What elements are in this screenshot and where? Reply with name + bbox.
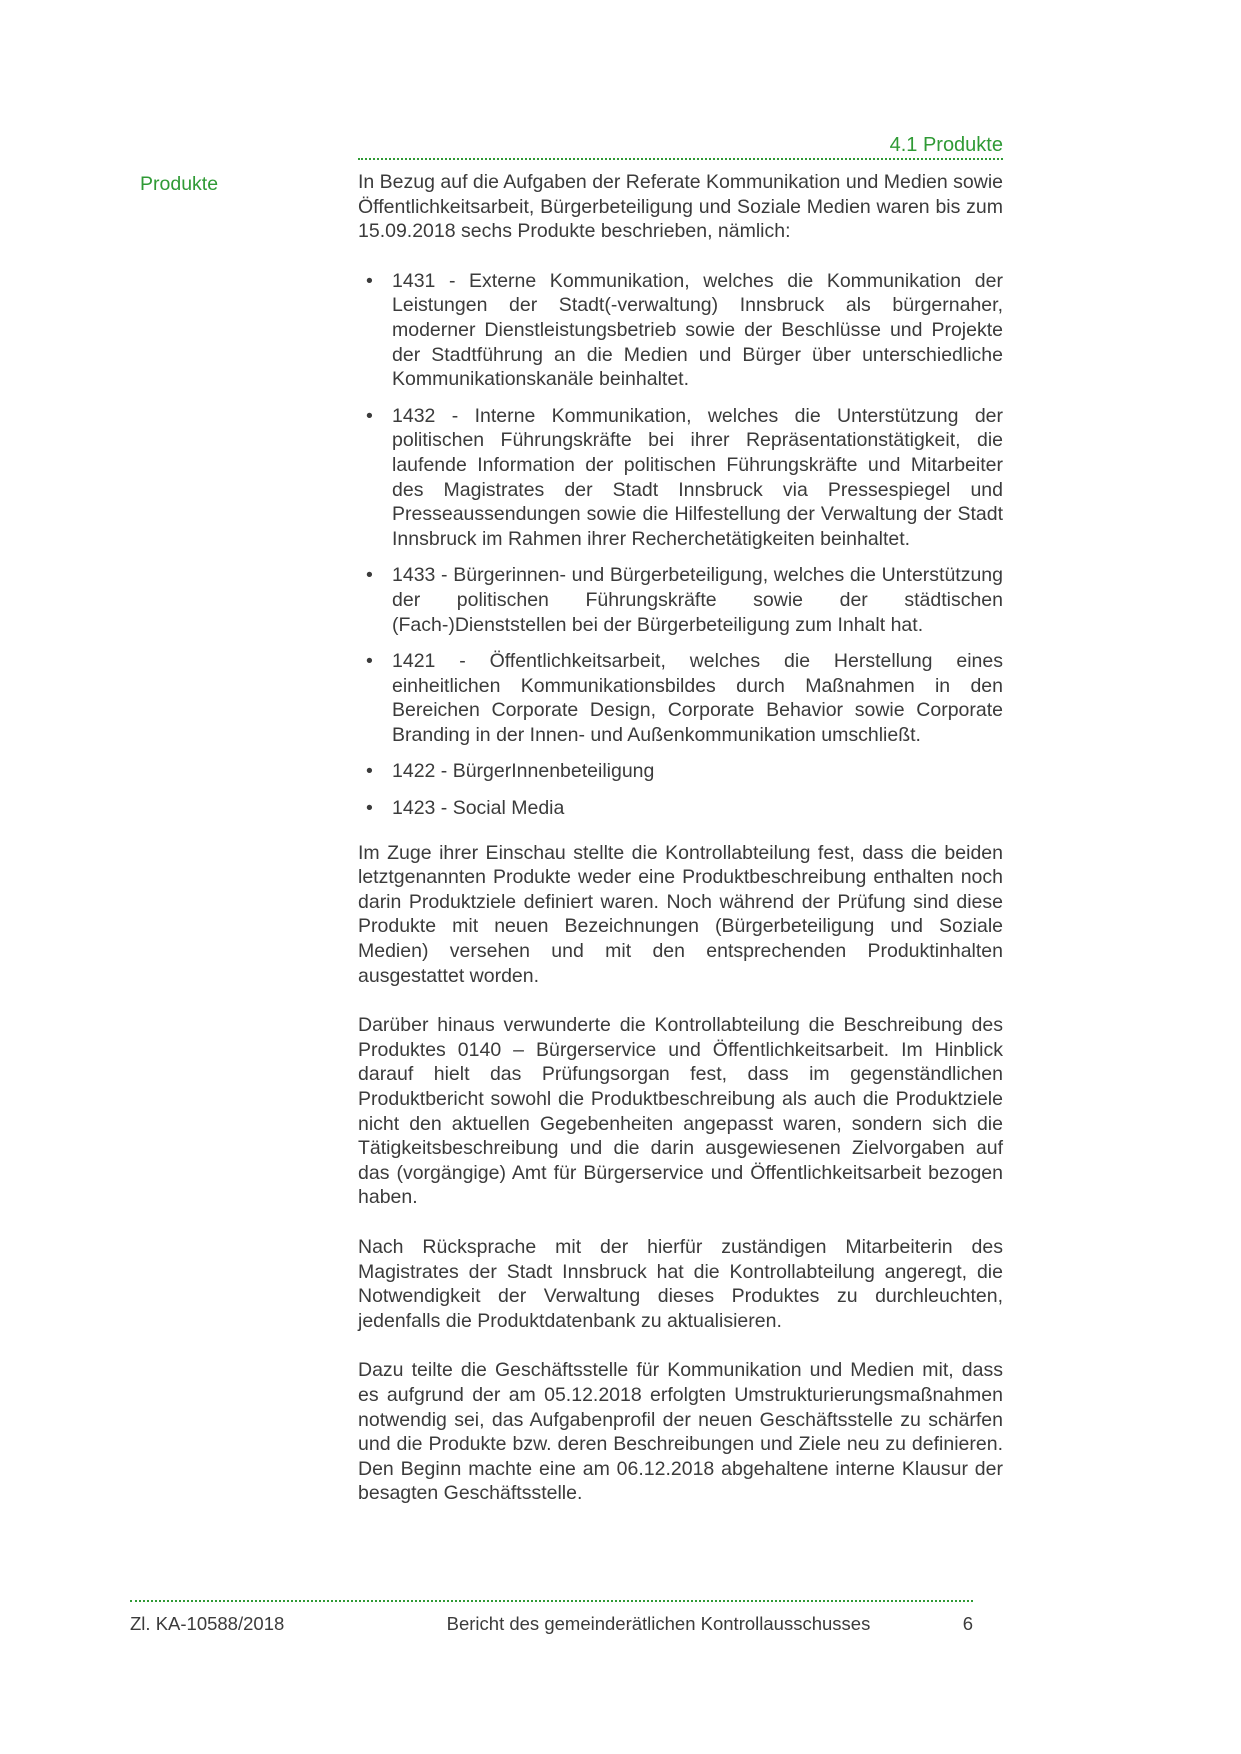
list-item-text: 1421 - Öffentlichkeitsarbeit, welches die Herstellung eines einheitlichen Kommunikationsbildes durch Maßnahmen in den Bereichen Corporate Design, Corporate Behavior sowie Corporate Branding in der Innen- und Außenkommunikation umschließt.: [392, 650, 1003, 746]
list-item: [358, 563, 1003, 637]
page-footer: [130, 1612, 973, 1636]
footer-page-number: 6: [962, 1613, 973, 1634]
bullet-icon: •: [366, 797, 373, 820]
footer-reference-number: Zl. KA-10588/2018: [130, 1613, 285, 1634]
list-item-text: 1432 - Interne Kommunikation, welches die Unterstützung der politischen Führungskräfte bei ihrer Repräsentationstätigkeit, die laufende Information der politischen Führungskräfte und Mitarbeiter des Magistrates der Stadt Innsbruck via Pressespiegel und Presseaussendungen sowie die Hilfestellung der Verwaltung der Stadt Innsbruck im Rahmen ihrer Recherchetätigkeiten beinhaltet.: [392, 404, 1003, 550]
body-paragraph: Darüber hinaus verwunderte die Kontrollabteilung die Beschreibung des Produktes 0140 – Bürgerservice und Öffentlichkeitsarbeit. Im Hinblick darauf hielt das Prüfungsorgan fest, dass im gegenständlichen Produktbericht sowohl die Produktbeschreibung als auch die Produktziele nicht den aktuellen Gegebenheiten angepasst waren, sondern sich die Tätigkeitsbeschreibung und die darin ausgewiesenen Zielvorgaben auf das (vorgängige) Amt für Bürgerservice und Öffentlichkeitsarbeit bezogen haben.: [358, 1014, 1003, 1209]
bullet-icon: •: [366, 404, 373, 427]
header-dotted-rule: [358, 158, 1003, 160]
list-item: [358, 269, 1003, 392]
body-paragraph: Dazu teilte die Geschäftsstelle für Kommunikation und Medien mit, dass es aufgrund der am 05.12.2018 erfolgten Umstrukturierungsmaßnahmen notwendig sei, das Aufgabenprofil der neuen Geschäftsstelle zu schärfen und die Produkte bzw. deren Beschreibungen und Ziele neu zu definieren. Den Beginn machte eine am 06.12.2018 abgehaltene interne Klausur der besagten Geschäftsstelle.: [358, 1359, 1003, 1505]
bullet-icon: •: [366, 650, 373, 673]
footer-report-title: Bericht des gemeinderätlichen Kontrollausschusses: [446, 1613, 871, 1634]
list-item: [358, 404, 1003, 552]
section-heading: 4.1 Produkte: [889, 134, 1003, 156]
list-item-text: 1431 - Externe Kommunikation, welches die Kommunikation der Leistungen der Stadt(-verwaltung) Innsbruck als bürgernaher, moderner Dienstleistungsbetrieb sowie der Beschlüsse und Projekte der Stadtführung an die Medien und Bürger über unterschiedliche Kommunikationskanäle beinhaltet.: [392, 269, 1003, 391]
intro-paragraph: In Bezug auf die Aufgaben der Referate Kommunikation und Medien sowie Öffentlichkeitsarbeit, Bürgerbeteiligung und Soziale Medien waren bis zum 15.09.2018 sechs Produkte beschrieben, nämlich:: [358, 171, 1003, 243]
body-paragraph: Nach Rücksprache mit der hierfür zuständigen Mitarbeiterin des Magistrates der Stadt Innsbruck hat die Kontrollabteilung angeregt, die Notwendigkeit der Verwaltung dieses Produktes zu durchleuchten, jedenfalls die Produktdatenbank zu aktualisieren.: [358, 1235, 1003, 1332]
product-list: [358, 269, 1003, 821]
list-item: [358, 796, 1003, 821]
footer-dotted-rule: [130, 1600, 973, 1602]
list-item-text: 1433 - Bürgerinnen- und Bürgerbeteiligung, welches die Unterstützung der politischen Führungskräfte sowie der städtischen (Fach-)Dienststellen bei der Bürgerbeteiligung zum Inhalt hat.: [392, 564, 1003, 636]
list-item: [358, 759, 1003, 784]
margin-label-produkte: Produkte: [140, 173, 219, 195]
body-column: [358, 170, 1003, 1531]
list-item-text: 1422 - BürgerInnenbeteiligung: [392, 760, 655, 783]
bullet-icon: •: [366, 564, 373, 587]
body-paragraph: Im Zuge ihrer Einschau stellte die Kontrollabteilung fest, dass die beiden letztgenannten Produkte weder eine Produktbeschreibung enthalten noch darin Produktziele definiert waren. Noch während der Prüfung sind diese Produkte mit neuen Bezeichnungen (Bürgerbeteiligung und Soziale Medien) versehen und mit den entsprechenden Produktinhalten ausgestattet worden.: [358, 841, 1003, 987]
list-item: [358, 649, 1003, 747]
bullet-icon: •: [366, 269, 373, 292]
list-item-text: 1423 - Social Media: [392, 797, 565, 820]
bullet-icon: •: [366, 760, 373, 783]
